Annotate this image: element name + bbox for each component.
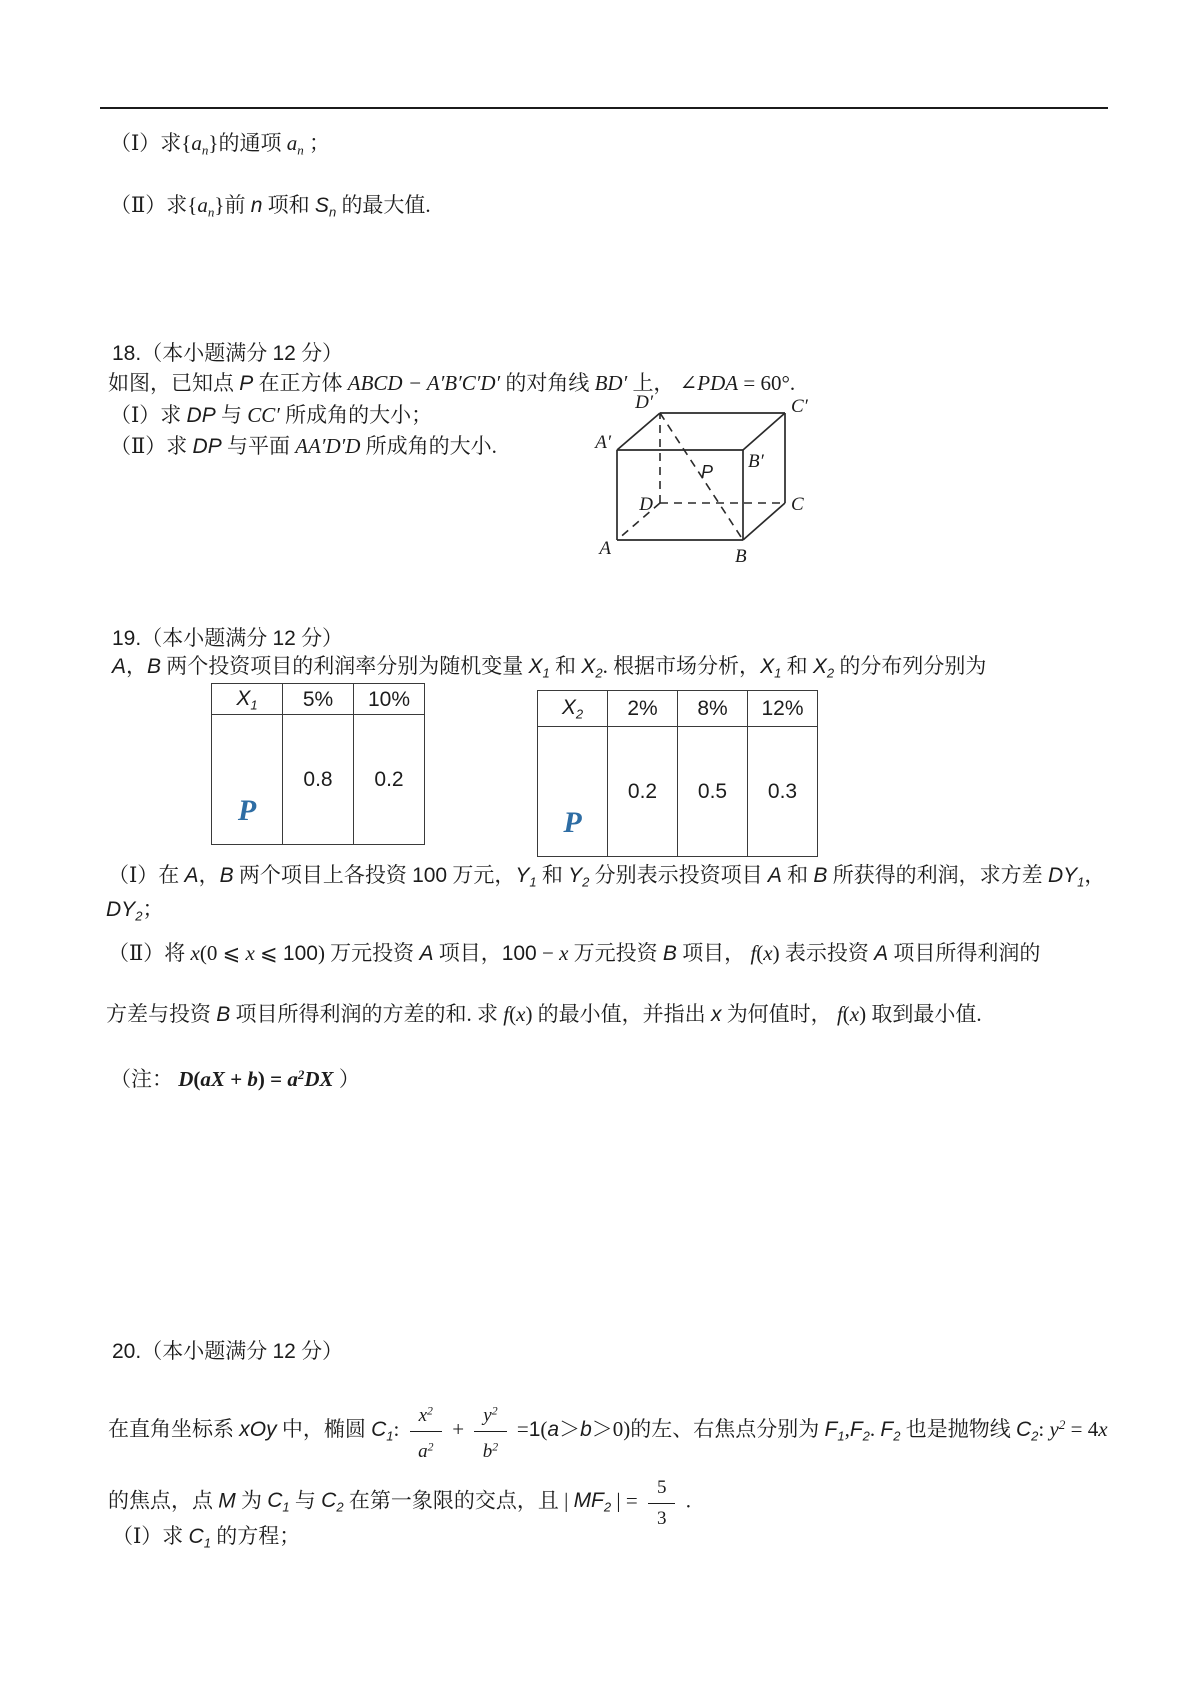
cube-edge <box>743 503 785 540</box>
point-label-p: P <box>701 462 714 482</box>
q19-part1-line1: （Ⅰ）在 A，B 两个项目上各投资 100 万元，$Y_1$ 和 $Y_2$ 分别表示投资项目 A 和 B 所获得的利润，求方差 $DY_1$， <box>108 863 1106 890</box>
top-rule <box>100 107 1108 109</box>
vertex-label-d: D <box>639 494 653 515</box>
x1-table-header-row <box>212 684 425 715</box>
x2-value-8pct-cell: 8% <box>678 691 748 727</box>
x2-prob-05-cell: 0.5 <box>678 727 748 857</box>
x2-value-12pct-cell: 12% <box>748 691 818 727</box>
q19-heading: 19.（本小题满分 12 分） <box>112 626 344 650</box>
q19-part1-line2: $DY_2$； <box>106 897 164 924</box>
q18-intro-text: 如图，已知点 P 在正方体 ABCD − A′B′C′D′ 的对角线 BD′ 上， ∠PDA = 60°. <box>108 371 796 395</box>
q18-part2-text: （Ⅱ）求 DP 与平面 AA′D′D 所成角的大小. <box>110 434 497 458</box>
x1-distribution-table <box>211 683 425 845</box>
x2-header-cell: $X_2$ <box>538 691 608 727</box>
q20-intro-line1: 在直角坐标系 xOy 中，椭圆 $C_1$: $\frac{x^2}{a^2}$ + $\frac{y^2}{b^2}$ =1(a＞b＞0)的左、右焦点分别为 $F_1,F_2$. $F_2$ 也是抛物线 $C_2$: $y^2 = 4x$ <box>108 1399 1108 1463</box>
vertex-label-a: A <box>599 538 611 559</box>
x2-prob-03-cell: 0.3 <box>748 727 818 857</box>
vertex-label-b-prime: B′ <box>748 451 764 472</box>
cube-figure <box>585 388 835 573</box>
q19-intro-text: A，B 两个投资项目的利润率分别为随机变量 $X_1$ 和 $X_2$. 根据市场分析，$X_1$ 和 $X_2$ 的分布列分别为 <box>112 654 987 681</box>
q19-part2-line2: 方差与投资 B 项目所得利润的方差的和. 求 f(x) 的最小值，并指出 x 为何值时， f(x) 取到最小值. <box>106 1002 982 1026</box>
x1-table-prob-row <box>212 715 425 845</box>
x1-value-10pct-cell: 10% <box>354 684 425 715</box>
x2-value-2pct-cell: 2% <box>608 691 678 727</box>
q19-part2-line1: （Ⅱ）将 x(0 ⩽ x ⩽ 100) 万元投资 A 项目，100 − x 万元投资 B 项目， f(x) 表示投资 A 项目所得利润的 <box>108 941 1041 965</box>
x1-value-5pct-cell: 5% <box>283 684 354 715</box>
x2-distribution-table <box>537 690 818 857</box>
q17-part1-text: （Ⅰ）求$\{a_n\}$的通项 $a_n$ ； <box>110 131 331 158</box>
cube-figure-svg <box>585 388 835 573</box>
x2-table-header-row <box>538 691 818 727</box>
x1-prob-08-cell: 0.8 <box>283 715 354 845</box>
vertex-label-c-prime: C′ <box>791 396 808 417</box>
q17-part2-text: （Ⅱ）求$\{a_n\}$前 n 项和 $S_n$ 的最大值. <box>110 193 431 220</box>
x2-table-prob-row <box>538 727 818 857</box>
vertex-label-c: C <box>791 494 804 515</box>
x2-prob-label-cell: P <box>538 727 608 857</box>
cube-edge <box>743 413 785 450</box>
x1-header-cell: $X_1$ <box>212 684 283 715</box>
q20-heading: 20.（本小题满分 12 分） <box>112 1339 344 1363</box>
x1-prob-02-cell: 0.2 <box>354 715 425 845</box>
cube-edge <box>617 413 660 450</box>
vertex-label-a-prime: A′ <box>595 432 611 453</box>
q18-part1-text: （Ⅰ）求 DP 与 CC′ 所成角的大小； <box>110 403 433 427</box>
vertex-label-b: B <box>735 546 747 567</box>
q18-heading: 18.（本小题满分 12 分） <box>112 341 344 365</box>
x2-prob-02-cell: 0.2 <box>608 727 678 857</box>
x1-prob-label-cell: P <box>212 715 283 845</box>
vertex-label-d-prime: D′ <box>635 392 653 413</box>
q19-note-text: （注： $D(aX + b) = a^2DX$ ） <box>110 1067 360 1092</box>
q20-intro-line2: 的焦点，点 M 为 $C_1$ 与 $C_2$ 在第一象限的交点，且 | $MF_2$ | = $\frac{5}{3}$ . <box>108 1477 691 1529</box>
q20-part1-text: （Ⅰ）求 $C_1$ 的方程； <box>112 1524 301 1551</box>
